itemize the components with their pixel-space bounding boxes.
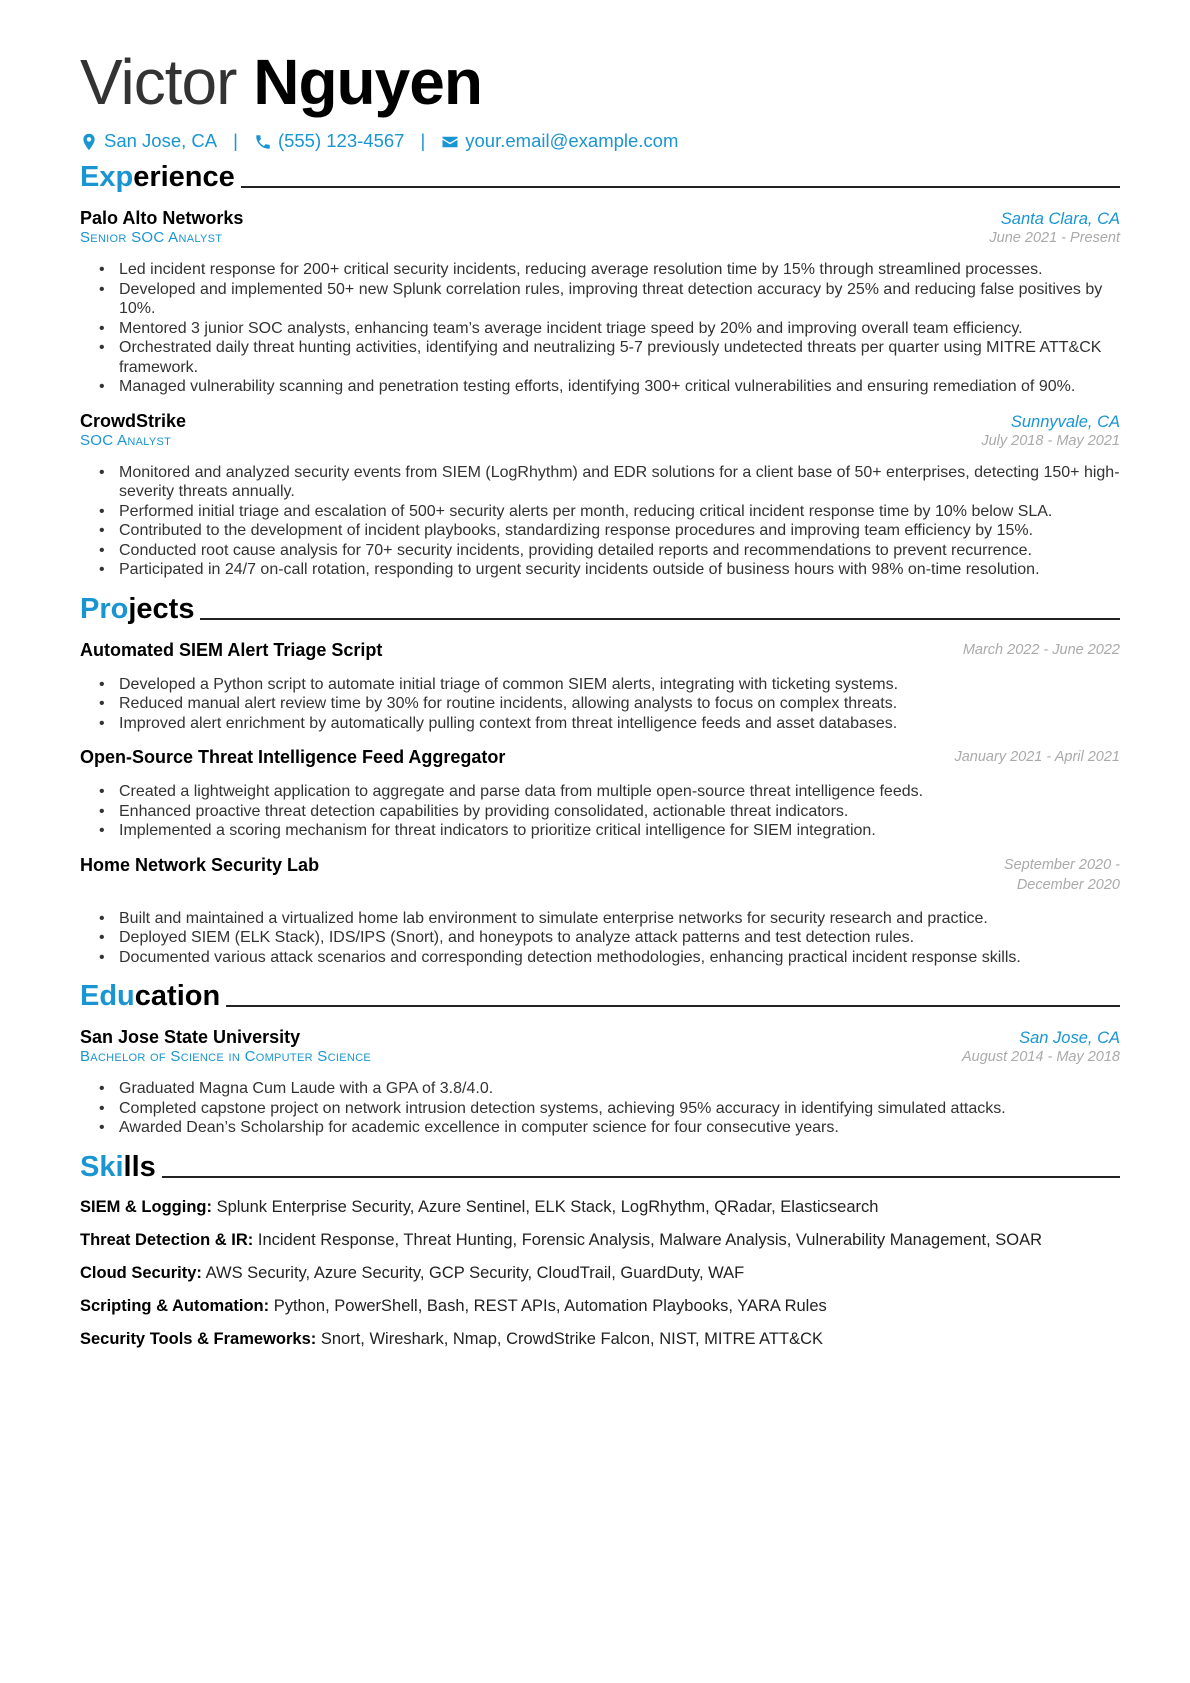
education-list <box>80 1027 1120 1138</box>
job-title: Senior SOC Analyst <box>80 229 223 246</box>
email-text: your.email@example.com <box>465 130 679 151</box>
job-location: Sunnyvale, CA <box>1010 412 1120 431</box>
bullet-list <box>108 675 1120 734</box>
section-rule <box>226 1005 1120 1007</box>
entry-header <box>80 855 1120 895</box>
bullet-item: • Led incident response for 200+ critical security incidents, reducing average resolution time by 15% through streamlined processes. <box>108 260 1120 280</box>
section-experience <box>80 160 1120 194</box>
entry-subheader <box>80 432 1120 449</box>
bullet-item: • Awarded Dean’s Scholarship for academic excellence in computer science for four consecutive years. <box>108 1118 1120 1138</box>
bullet-item: • Monitored and analyzed security events from SIEM (LogRhythm) and EDR solutions for a client base of 50+ enterprises, detecting 150+ high-severity threats annually. <box>108 463 1120 502</box>
phone-icon <box>254 133 272 151</box>
entry-header <box>80 747 1120 768</box>
section-heading <box>80 979 220 1013</box>
email-contact[interactable] <box>441 130 678 152</box>
bullet-item: • Orchestrated daily threat hunting activities, identifying and neutralizing 5-7 previously undetected threats per quarter using MITRE ATT&CK framework. <box>108 338 1120 377</box>
location-text: San Jose, CA <box>104 130 218 151</box>
skill-category: Security Tools & Frameworks: <box>80 1329 317 1348</box>
bullet-item: • Documented various attack scenarios and corresponding detection methodologies, enhancing practical incident response skills. <box>108 948 1120 968</box>
degree: Bachelor of Science in Computer Science <box>80 1048 371 1065</box>
skill-values: Snort, Wireshark, Nmap, CrowdStrike Falcon, NIST, MITRE ATT&CK <box>320 1329 823 1348</box>
experience-entry <box>80 208 1120 397</box>
skill-category: SIEM & Logging: <box>80 1197 212 1216</box>
skill-values: Python, PowerShell, Bash, REST APIs, Automation Playbooks, YARA Rules <box>273 1296 827 1315</box>
section-heading <box>80 592 194 626</box>
phone-contact[interactable] <box>254 130 405 152</box>
separator: | <box>233 130 238 151</box>
separator: | <box>420 130 426 151</box>
first-name: Victor <box>80 46 237 118</box>
bullet-item: • Conducted root cause analysis for 70+ security incidents, providing detailed reports and recommendations to prevent recurrence. <box>108 541 1120 561</box>
bullet-item: • Enhanced proactive threat detection capabilities by providing consolidated, actionable threat indicators. <box>108 802 1120 822</box>
envelope-icon <box>441 133 459 151</box>
bullet-item: • Mentored 3 junior SOC analysts, enhancing team’s average incident triage speed by 20% and improving overall team efficiency. <box>108 319 1120 339</box>
project-name: Open-Source Threat Intelligence Feed Aggregator <box>80 747 506 767</box>
heading-rest: cation <box>134 980 221 1012</box>
project-name: Automated SIEM Alert Triage Script <box>80 639 383 660</box>
skill-row <box>80 1330 1120 1349</box>
section-projects <box>80 592 1120 626</box>
job-dates: June 2021 - Present <box>989 230 1120 246</box>
section-rule <box>162 1176 1120 1178</box>
bullet-item: • Developed a Python script to automate initial triage of common SIEM alerts, integrating with ticketing systems. <box>108 675 1120 695</box>
bullet-item: • Implemented a scoring mechanism for threat indicators to prioritize critical intelligence for SIEM integration. <box>108 821 1120 841</box>
project-entry <box>80 640 1120 734</box>
skill-category: Scripting & Automation: <box>80 1296 270 1315</box>
entry-header <box>80 1027 1120 1048</box>
heading-accent: Edu <box>80 980 135 1012</box>
entry-subheader <box>80 229 1120 246</box>
heading-accent: Exp <box>80 161 134 193</box>
education-entry <box>80 1027 1120 1138</box>
bullet-item: • Participated in 24/7 on-call rotation, responding to urgent security incidents outside of business hours with 98% on-time resolution. <box>108 560 1120 580</box>
section-heading <box>80 1150 156 1184</box>
bullet-item: • Improved alert enrichment by automatically pulling context from threat intelligence feeds and asset databases. <box>108 714 1120 734</box>
bullet-list <box>108 782 1120 841</box>
skill-values: AWS Security, Azure Security, GCP Security, CloudTrail, GuardDuty, WAF <box>205 1263 745 1282</box>
heading-rest: lls <box>123 1150 156 1183</box>
bullet-item: • Developed and implemented 50+ new Splunk correlation rules, improving threat detection accuracy by 25% and reducing false positives by 10%. <box>108 280 1120 319</box>
project-name: Home Network Security Lab <box>80 854 320 875</box>
entry-header <box>80 640 1120 661</box>
skills-list <box>80 1198 1120 1349</box>
project-entry <box>80 747 1120 841</box>
entry-header <box>80 411 1120 432</box>
entry-header <box>80 208 1120 229</box>
bullet-list <box>108 909 1120 968</box>
bullet-item: • Contributed to the development of incident playbooks, standardizing response procedures and improving team efficiency by 15%. <box>108 521 1120 541</box>
bullet-item: • Managed vulnerability scanning and penetration testing efforts, identifying 300+ critical vulnerabilities and ensuring remediation of 90%. <box>108 377 1120 397</box>
job-title: SOC Analyst <box>80 431 172 449</box>
bullet-list <box>108 1079 1120 1138</box>
skill-values: Incident Response, Threat Hunting, Forensic Analysis, Malware Analysis, Vulnerability Management, SOAR <box>257 1230 1043 1249</box>
section-heading <box>80 160 235 194</box>
last-name: Nguyen <box>253 46 482 118</box>
bullet-item: • Performed initial triage and escalation of 500+ security alerts per month, reducing critical incident response time by 10% below SLA. <box>108 502 1120 522</box>
section-skills <box>80 1150 1120 1184</box>
experience-list <box>80 208 1120 580</box>
heading-accent: Pro <box>80 592 129 625</box>
contact-line <box>80 130 1120 152</box>
project-dates: September 2020 - December 2020 <box>1003 856 1120 893</box>
map-pin-icon <box>80 133 98 151</box>
skill-category: Threat Detection & IR: <box>80 1230 254 1249</box>
bullet-item: • Deployed SIEM (ELK Stack), IDS/IPS (Snort), and honeypots to analyze attack patterns and test detection rules. <box>108 928 1120 948</box>
heading-accent: Ski <box>80 1150 124 1183</box>
skill-row <box>80 1264 1120 1283</box>
bullet-item: • Completed capstone project on network intrusion detection systems, achieving 95% accuracy in identifying simulated attacks. <box>108 1099 1120 1119</box>
experience-entry <box>80 411 1120 580</box>
skill-row <box>80 1231 1120 1250</box>
section-education <box>80 979 1120 1013</box>
bullet-item: • Graduated Magna Cum Laude with a GPA of 3.8/4.0. <box>108 1079 1120 1099</box>
project-entry <box>80 855 1120 968</box>
phone-text: (555) 123-4567 <box>277 130 405 151</box>
education-dates: August 2014 - May 2018 <box>962 1049 1120 1065</box>
section-rule <box>200 618 1120 620</box>
skill-values: Splunk Enterprise Security, Azure Sentinel, ELK Stack, LogRhythm, QRadar, Elasticsearch <box>216 1197 879 1216</box>
school-location: San Jose, CA <box>1019 1029 1120 1047</box>
candidate-name <box>80 44 1120 120</box>
resume <box>80 44 1120 1349</box>
skill-row <box>80 1198 1120 1217</box>
bullet-item: • Built and maintained a virtualized home lab environment to simulate enterprise networks for security research and practice. <box>108 909 1120 929</box>
project-dates: March 2022 - June 2022 <box>962 641 1120 658</box>
company-name: Palo Alto Networks <box>80 208 244 228</box>
job-dates: July 2018 - May 2021 <box>981 432 1120 449</box>
entry-subheader <box>80 1048 1120 1065</box>
section-rule <box>241 186 1120 188</box>
bullet-list <box>108 260 1120 397</box>
location-contact <box>80 130 217 152</box>
bullet-item: • Created a lightweight application to aggregate and parse data from multiple open-source threat intelligence feeds. <box>108 782 1120 802</box>
school-name: San Jose State University <box>80 1027 301 1047</box>
job-location: Santa Clara, CA <box>1000 210 1120 228</box>
bullet-item: • Reduced manual alert review time by 30% for routine incidents, allowing analysts to focus on complex threats. <box>108 694 1120 714</box>
skill-category: Cloud Security: <box>80 1263 202 1282</box>
project-dates: January 2021 - April 2021 <box>954 749 1120 765</box>
projects-list <box>80 640 1120 968</box>
skill-row <box>80 1297 1120 1316</box>
heading-rest: jects <box>128 592 195 625</box>
company-name: CrowdStrike <box>80 410 187 431</box>
bullet-list <box>108 463 1120 580</box>
heading-rest: erience <box>133 161 235 193</box>
